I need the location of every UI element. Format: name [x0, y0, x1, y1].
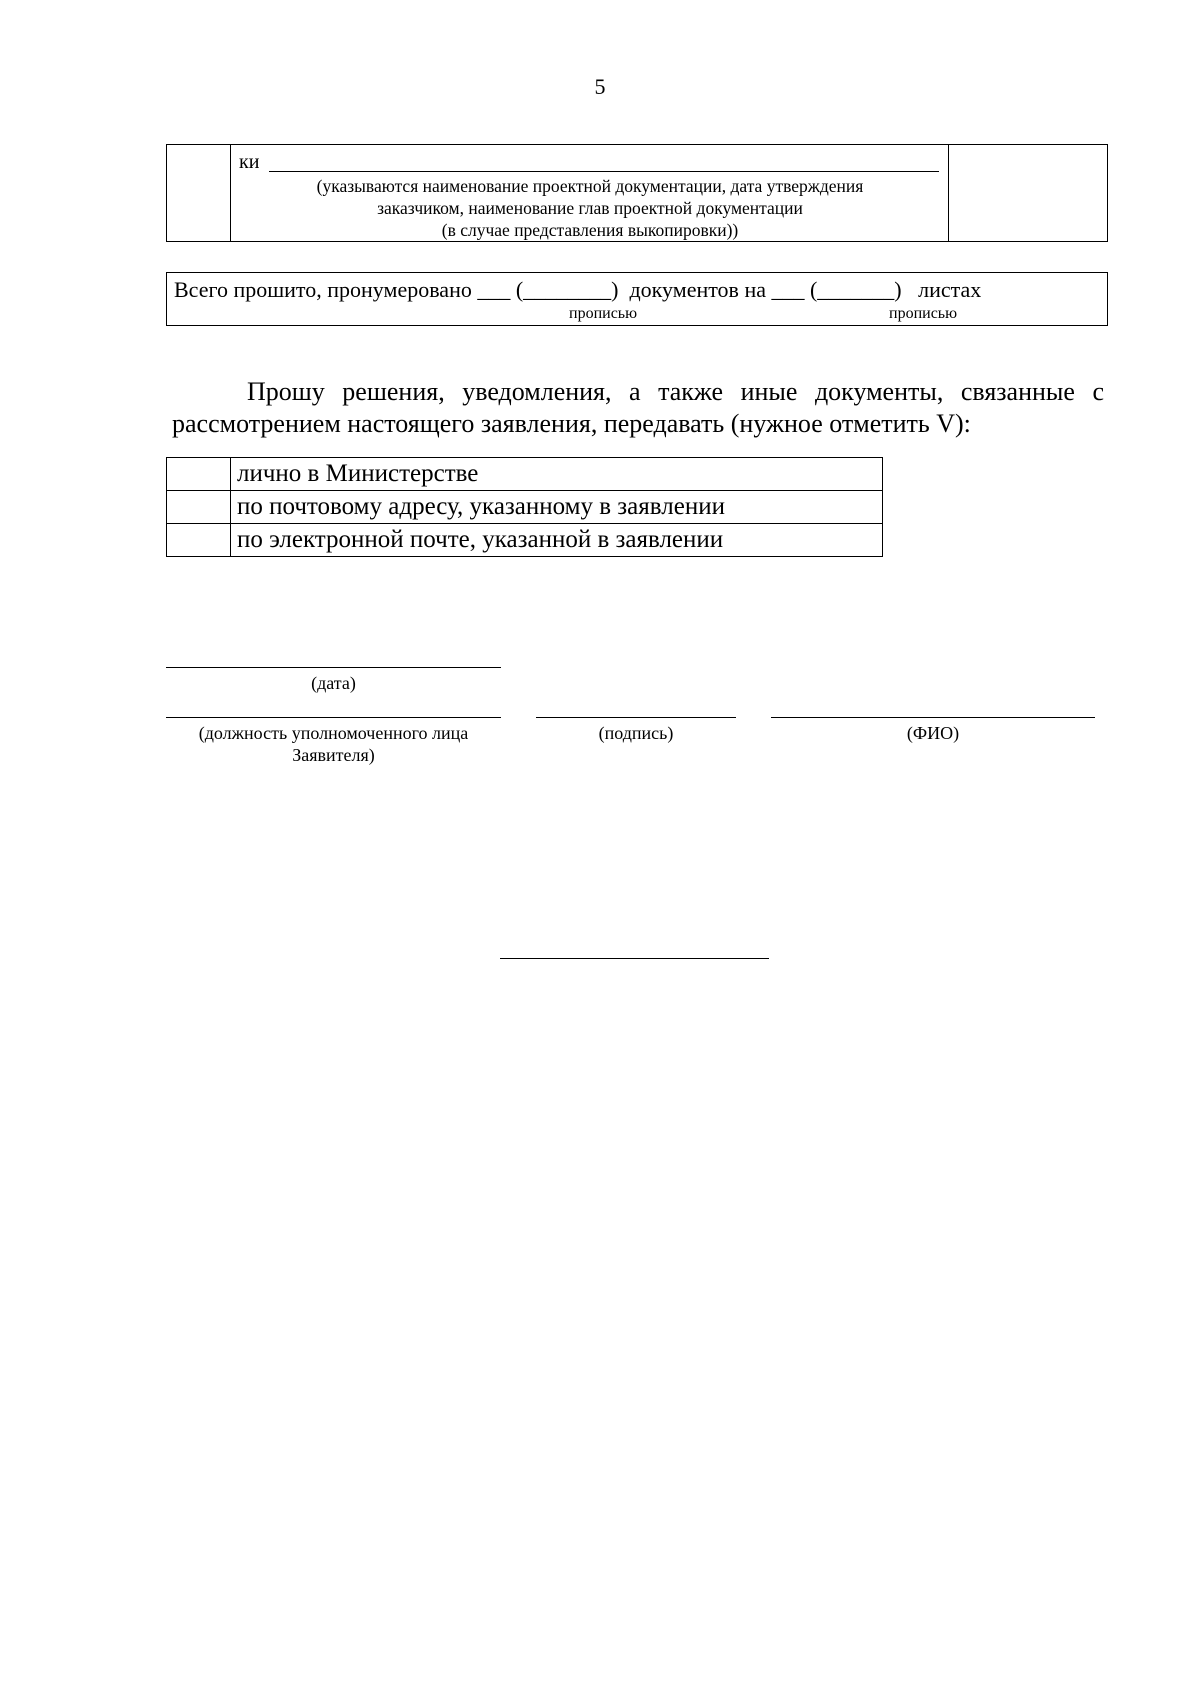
- delivery-option-label: лично в Министерстве: [231, 458, 883, 491]
- delivery-option-label: по электронной почте, указанной в заявлении: [231, 524, 883, 557]
- position-caption-line: Заявителя): [292, 745, 375, 765]
- delivery-option-label: по почтовому адресу, указанному в заявлении: [231, 491, 883, 524]
- document-name-fill-line[interactable]: [269, 171, 939, 172]
- delivery-option-checkbox[interactable]: [167, 458, 231, 491]
- closing-separator-line: [500, 958, 769, 959]
- delivery-option-row: [167, 491, 883, 524]
- document-name-prefix: ки: [239, 151, 260, 173]
- instruction-line: заказчиком, наименование глав проектной документации: [377, 198, 803, 218]
- document-count-text: Всего прошито, пронумеровано ___ (________) документов на ___ (_______) листах: [174, 277, 982, 302]
- date-line[interactable]: [166, 667, 501, 668]
- delivery-options-table: [166, 457, 883, 557]
- table-cell-left: [167, 145, 231, 241]
- delivery-option-checkbox[interactable]: [167, 491, 231, 524]
- date-caption: (дата): [311, 673, 356, 693]
- signature-caption: (подпись): [598, 723, 674, 743]
- delivery-option-checkbox[interactable]: [167, 524, 231, 557]
- instruction-line: (в случае представления выкопировки)): [441, 220, 739, 240]
- position-caption: [166, 722, 501, 766]
- document-name-instructions: [231, 175, 949, 241]
- request-paragraph: [172, 376, 1104, 440]
- page-number: 5: [594, 74, 606, 99]
- delivery-option-row: [167, 524, 883, 557]
- signature-line[interactable]: [536, 717, 736, 718]
- full-name-line[interactable]: [771, 717, 1095, 718]
- request-paragraph-text: Прошу решения, уведомления, а также иные документы, связанные с рассмотрением настоящего заявления, передавать (нужное отметить V):: [172, 377, 1104, 438]
- table-cell-right[interactable]: [948, 145, 1107, 241]
- position-caption-line: (должность уполномоченного лица: [198, 723, 469, 743]
- position-line[interactable]: [166, 717, 501, 718]
- full-name-caption: (ФИО): [906, 723, 960, 743]
- delivery-option-row: [167, 458, 883, 491]
- instruction-line: (указываются наименование проектной документации, дата утверждения: [316, 176, 864, 196]
- in-words-caption-left: прописью: [569, 305, 638, 322]
- document-count-table: [166, 272, 1108, 326]
- in-words-caption-right: прописью: [889, 305, 958, 322]
- document-name-table: [166, 144, 1108, 242]
